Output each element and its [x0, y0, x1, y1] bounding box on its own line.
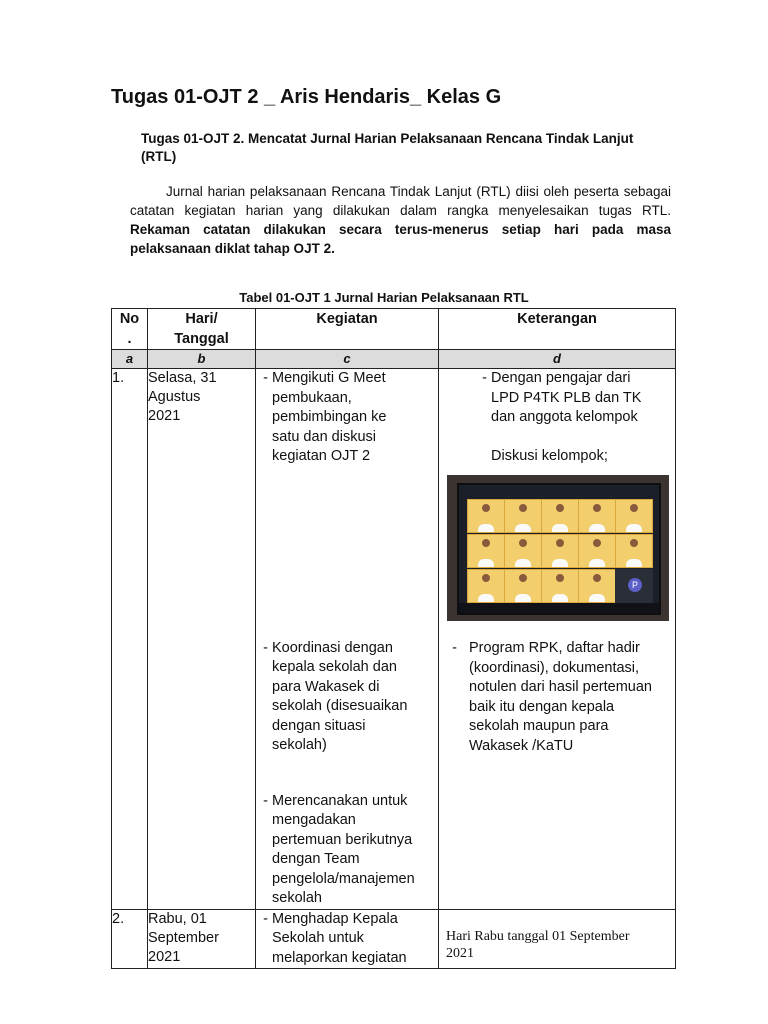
participant-body	[589, 559, 605, 567]
header-kegiatan: Kegiatan	[256, 309, 439, 350]
table-caption: Tabel 01-OJT 1 Jurnal Harian Pelaksanaan RTL	[239, 290, 529, 305]
activity-item: - Koordinasi dengan kepala sekolah dan para Wakasek di sekolah (disesuaikan dengan situasi sekolah)	[263, 639, 408, 753]
row-number: 1.	[112, 369, 148, 910]
notes-cell	[439, 369, 676, 910]
participant-tile	[504, 499, 542, 533]
participant-face	[482, 574, 490, 582]
activity-item: - Merencanakan untuk mengadakan pertemuan berikutnya dengan Team pengelola/manajemen sekolah	[263, 792, 415, 906]
letter-b: b	[148, 350, 256, 369]
participant-body	[478, 594, 494, 602]
activity-item: - Mengikuti G Meet pembukaan, pembimbingan ke satu dan diskusi kegiatan OJT 2	[263, 370, 387, 464]
participant-tile	[578, 569, 616, 603]
task-subtitle: Tugas 01-OJT 2. Mencatat Jurnal Harian Pelaksanaan Rencana Tindak Lanjut (RTL)	[141, 131, 634, 164]
participant-body	[515, 594, 531, 602]
participant-tile	[615, 534, 653, 568]
participant-face	[593, 539, 601, 547]
activities-cell	[256, 369, 439, 910]
participant-avatar: P	[628, 578, 642, 592]
participant-tile	[541, 534, 579, 568]
letter-a: a	[112, 350, 148, 369]
participant-body	[552, 524, 568, 532]
row-date: Rabu, 01 September 2021	[148, 909, 256, 969]
intro-paragraph	[130, 182, 671, 258]
participant-tile	[578, 534, 616, 568]
participant-tile	[541, 569, 579, 603]
participant-tile	[615, 569, 653, 603]
table-header-row	[112, 309, 676, 350]
participant-face	[630, 504, 638, 512]
video-conference-screenshot-icon	[457, 483, 661, 615]
header-keterangan: Keterangan	[439, 309, 676, 350]
participant-face	[482, 539, 490, 547]
participant-face	[630, 539, 638, 547]
participant-body	[515, 524, 531, 532]
page-title: Tugas 01-OJT 2 _ Aris Hendaris_ Kelas G	[111, 86, 502, 108]
row-date: Selasa, 31 Agustus 2021	[148, 369, 256, 910]
participant-body	[515, 559, 531, 567]
participant-tile	[504, 534, 542, 568]
notes-cell	[439, 909, 676, 969]
participant-tile	[504, 569, 542, 603]
activities-cell	[256, 909, 439, 969]
participant-face	[519, 504, 527, 512]
participant-body	[478, 559, 494, 567]
participant-face	[482, 504, 490, 512]
participant-tile	[467, 534, 505, 568]
participant-tile	[578, 499, 616, 533]
participant-body	[626, 524, 642, 532]
participant-face	[593, 504, 601, 512]
letter-d: d	[439, 350, 676, 369]
participant-body	[478, 524, 494, 532]
intro-normal-text: Jurnal harian pelaksanaan Rencana Tindak Lanjut (RTL) diisi oleh peserta sebagai catatan kegiatan harian yang dilakukan dalam rangka menyelesaikan tugas RTL.	[130, 184, 671, 218]
participant-tile	[541, 499, 579, 533]
participant-face	[556, 504, 564, 512]
note-item: - Dengan pengajar dari LPD P4TK PLB dan TK dan anggota kelompok	[482, 370, 642, 425]
note-item: - Program RPK, daftar hadir (koordinasi), dokumentasi, notulen dari hasil pertemuan baik itu dengan kepala sekolah maupun para Wakasek /KaTU	[452, 640, 652, 754]
participant-body	[552, 559, 568, 567]
table-row	[112, 909, 676, 969]
note-subtext: Diskusi kelompok;	[491, 447, 608, 464]
participant-face	[593, 574, 601, 582]
participant-body	[589, 594, 605, 602]
activity-item: - Menghadap Kepala Sekolah untuk melaporkan kegiatan	[263, 910, 407, 966]
meeting-photo	[447, 475, 669, 621]
participant-tile	[467, 569, 505, 603]
participant-face	[519, 574, 527, 582]
letter-c: c	[256, 350, 439, 369]
header-hari-tanggal: Hari/ Tanggal	[148, 309, 256, 350]
participant-body	[589, 524, 605, 532]
intro-bold-text: Rekaman catatan dilakukan secara terus-menerus setiap hari pada masa pelaksanaan diklat tahap OJT 2.	[130, 222, 671, 256]
participant-face	[556, 539, 564, 547]
participant-tile	[467, 499, 505, 533]
participant-body	[552, 594, 568, 602]
header-no: No .	[112, 309, 148, 350]
note-text: Hari Rabu tanggal 01 September 2021	[446, 928, 630, 961]
row-number: 2.	[112, 909, 148, 969]
participant-face	[556, 574, 564, 582]
table-letter-row	[112, 350, 676, 369]
rtl-journal-table	[111, 308, 676, 969]
participant-face	[519, 539, 527, 547]
participant-tile	[615, 499, 653, 533]
participant-body	[626, 559, 642, 567]
meeting-toolbar	[459, 603, 659, 613]
table-row	[112, 369, 676, 910]
